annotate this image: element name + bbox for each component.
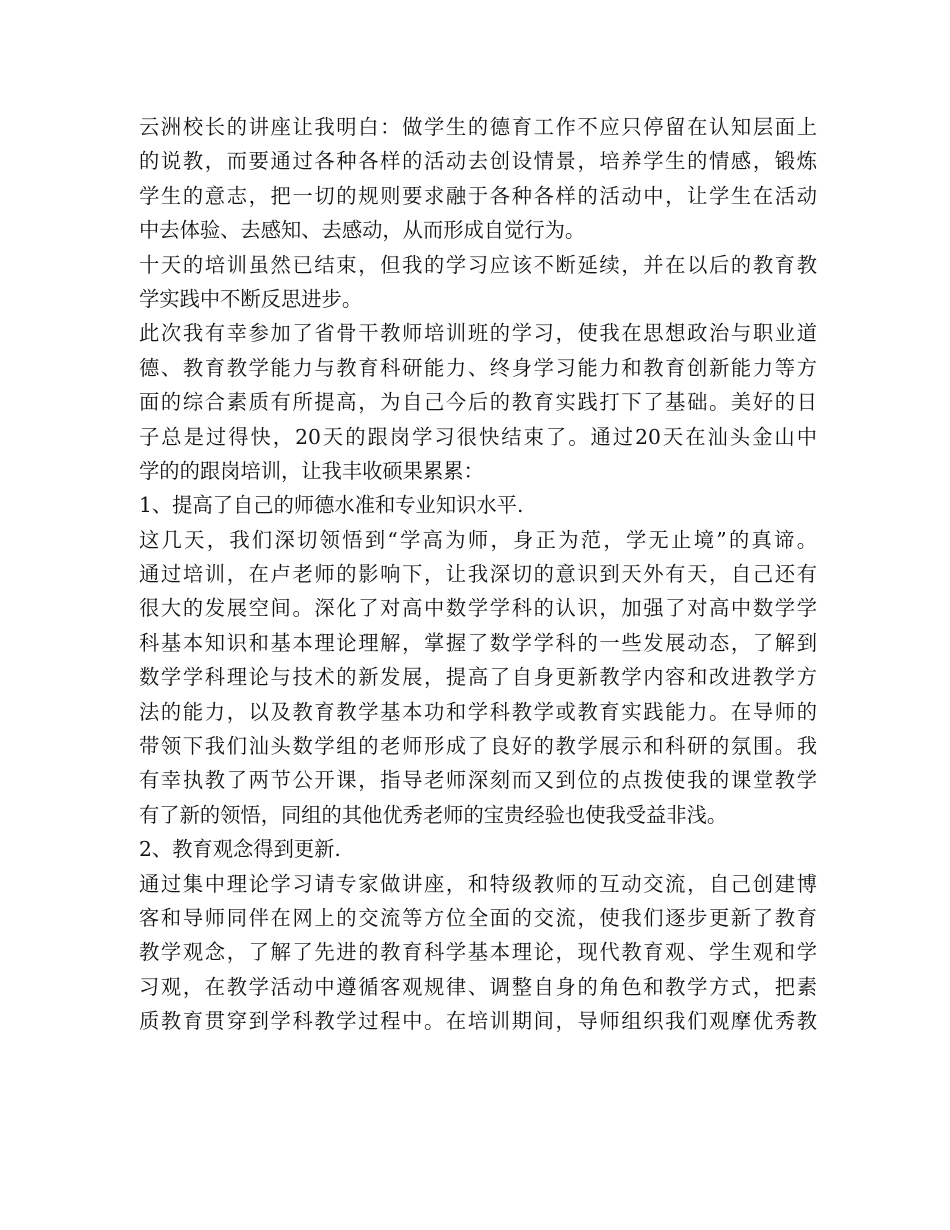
text-line: 习观，在教学活动中遵循客观规律、调整自身的角色和教学方式，把素 [139,974,817,999]
text-line: 科基本知识和基本理论理解，掌握了数学学科的一些发展动态，了解到 [139,630,817,655]
text-line: 通过集中理论学习请专家做讲座，和特级教师的互动交流，自己创建博 [139,871,817,896]
text-line: 子总是过得快，20天的跟岗学习很快结束了。通过20天在汕头金山中 [139,424,817,449]
text-line: 德、教育教学能力与教育科研能力、终身学习能力和教育创新能力等方 [139,355,817,380]
text-line: 学生的意志，把一切的规则要求融于各种各样的活动中，让学生在活动 [139,183,817,208]
text-line: 很大的发展空间。深化了对高中数学学科的认识，加强了对高中数学学 [139,596,817,621]
text-line: 云洲校长的讲座让我明白：做学生的德育工作不应只停留在认知层面上 [139,115,817,139]
text-line: 客和导师同伴在网上的交流等方位全面的交流，使我们逐步更新了教育 [139,905,817,930]
text-line: 教学观念，了解了先进的教育科学基本理论，现代教育观、学生观和学 [139,940,817,965]
text-line: 有幸执教了两节公开课，指导老师深刻而又到位的点拨使我的课堂教学 [139,768,817,793]
text-line: 数学学科理论与技术的新发展，提高了自身更新教学内容和改进教学方 [139,665,817,690]
text-line: 学实践中不断反思进步。 [139,286,363,311]
text-line: 2、教育观念得到更新. [139,837,341,862]
text-line: 这几天，我们深切领悟到“学高为师，身正为范，学无止境”的真谛。 [139,527,817,552]
text-line: 法的能力，以及教育教学基本功和学科教学或教育实践能力。在导师的 [139,699,817,724]
text-line: 带领下我们汕头数学组的老师形成了良好的教学展示和科研的氛围。我 [139,734,817,759]
text-line: 通过培训，在卢老师的影响下，让我深切的意识到天外有天，自己还有 [139,562,817,587]
text-line: 的说教，而要通过各种各样的活动去创设情景，培养学生的情感，锻炼 [139,149,817,174]
text-line: 十天的培训虽然已结束，但我的学习应该不断延续，并在以后的教育教 [139,252,817,277]
document-body [139,110,817,1039]
text-line: 中去体验、去感知、去感动，从而形成自觉行为。 [139,218,586,243]
text-line: 学的的跟岗培训，让我丰收硕果累累： [139,458,484,483]
text-line: 有了新的领悟，同组的其他优秀老师的宝贵经验也使我受益非浅。 [139,802,728,827]
text-line: 面的综合素质有所提高，为自己今后的教育实践打下了基础。美好的日 [139,390,817,415]
text-line: 1、提高了自己的师德水准和专业知识水平. [139,493,524,518]
text-line: 此次我有幸参加了省骨干教师培训班的学习，使我在思想政治与职业道 [139,321,817,346]
text-line: 质教育贯穿到学科教学过程中。在培训期间，导师组织我们观摩优秀教 [139,1009,817,1034]
